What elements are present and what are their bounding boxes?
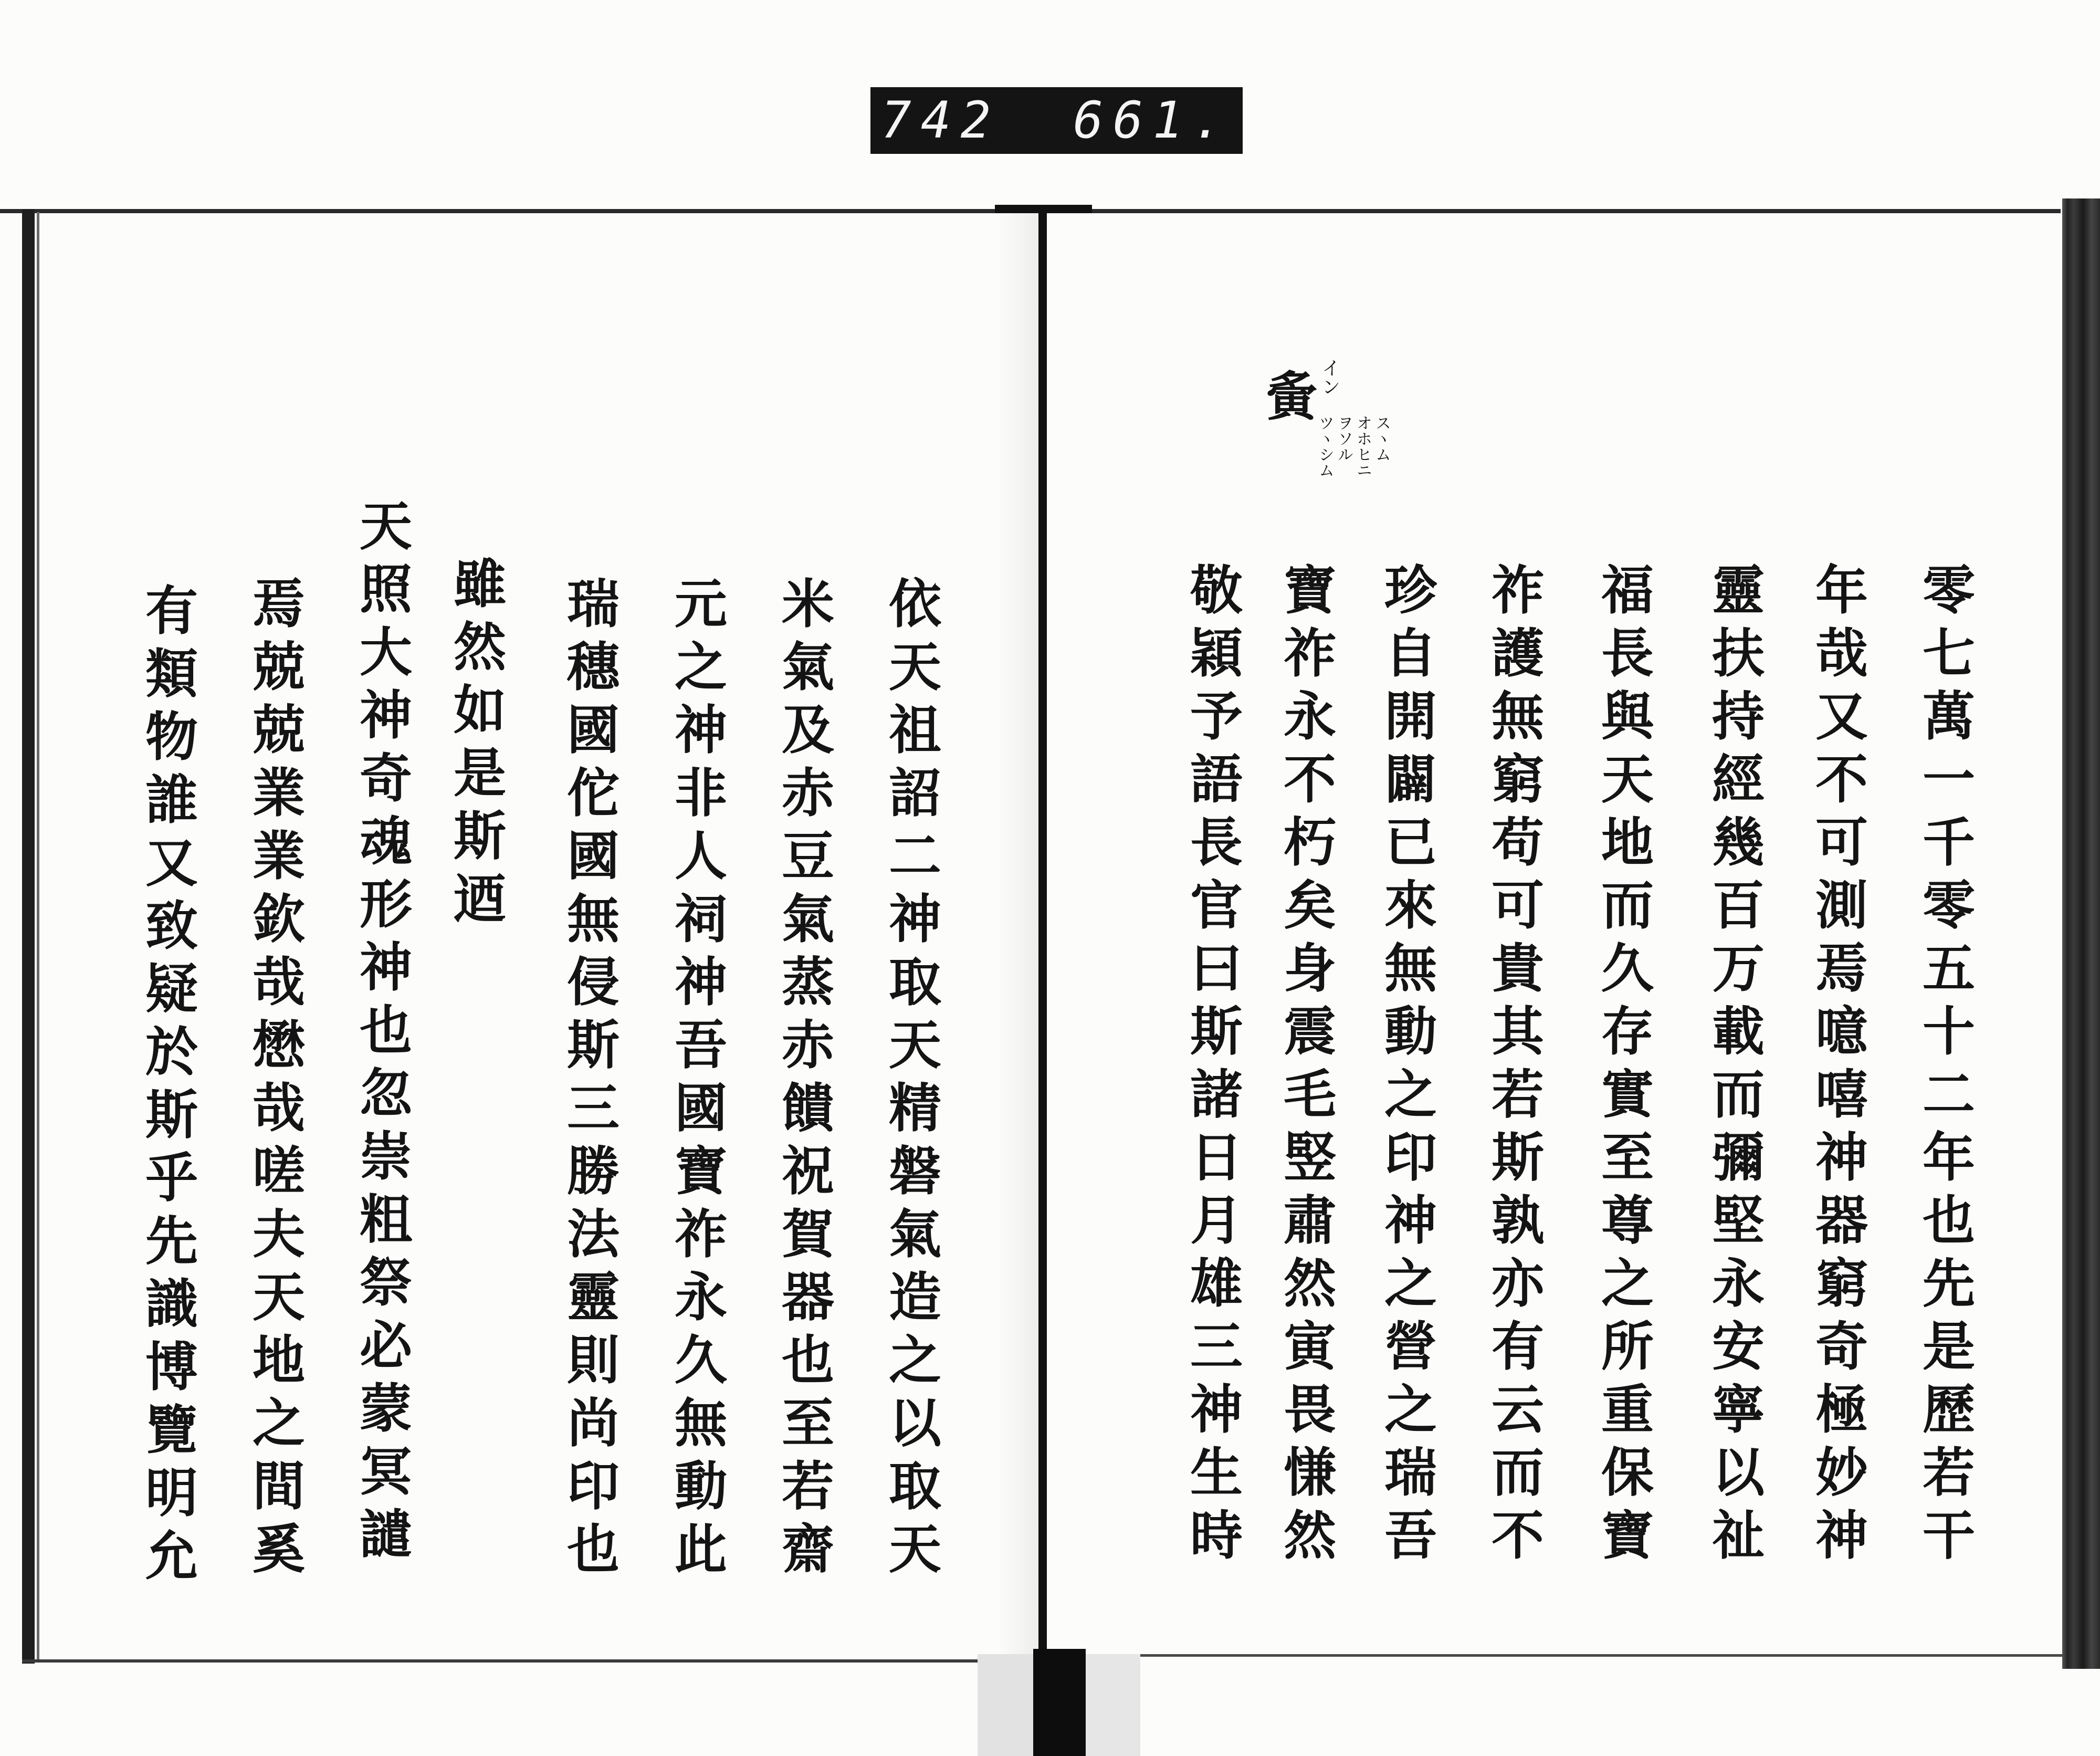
book-spine <box>1038 208 1047 1756</box>
left-page-column-1: 依天祖詔二神取天精磐氣造之以取天 <box>880 576 942 1584</box>
right-page-column-4: 福長與天地而久存實至尊之所重保寶 <box>1592 562 1654 1571</box>
right-page-column-6: 珍自開闢已來無動之印神之營之瑞吾 <box>1376 562 1437 1571</box>
right-page-column-5: 祚護無窮苟可貴其若斯孰亦有云而不 <box>1483 562 1545 1571</box>
label-right-number: 661. <box>1073 91 1232 150</box>
left-page-column-4: 瑞穗國佗國無侵斯三勝法靈則尚印也 <box>558 576 620 1584</box>
left-page-outer-border <box>22 209 35 1664</box>
left-page-column-7: 焉兢兢業業欽哉懋哉嗟夫天地之間奚 <box>244 576 306 1584</box>
left-page-column-6: 天照大神奇魂形神也忽崇粗祭必蒙冥譴 <box>351 498 413 1570</box>
header-note-reading: イン <box>1319 358 1340 396</box>
header-note-gloss-1: スヽム <box>1372 415 1391 462</box>
left-page-column-3: 元之神非人祠神吾國寶祚永久無動此 <box>666 576 728 1584</box>
spine-foot-block <box>1033 1649 1086 1756</box>
spine-foot-shadow-left <box>978 1654 1033 1756</box>
header-note-gloss-3: ヲソル <box>1335 415 1353 462</box>
left-page-column-5: 雖然如是斯迺 <box>445 556 507 934</box>
header-note-gloss-4: ツヽシム <box>1316 415 1334 478</box>
left-page-inner-border <box>37 212 39 1661</box>
right-page-column-8: 敬穎予語長官曰斯諸日月雄三神生時 <box>1181 562 1243 1571</box>
gutter-shadow <box>998 213 1038 1657</box>
header-note-character: 夤 <box>1265 365 1318 427</box>
left-page-column-8: 有類物誰又致疑於斯乎先識博覽明允 <box>136 583 198 1591</box>
right-page-column-1: 零七萬一千零五十二年也先是歷若干 <box>1914 562 1976 1571</box>
right-page-column-3: 靈扶持經幾百万載而彌堅永安寧以祉 <box>1703 562 1765 1571</box>
adjacent-page-edge <box>2062 198 2100 1669</box>
spine-top-cap <box>995 205 1092 213</box>
right-page-bottom-border <box>1047 1654 2063 1657</box>
left-page-bottom-border <box>22 1659 1041 1663</box>
catalogue-number-label <box>870 87 1243 154</box>
right-page-column-7: 寶祚永不朽矣身震毛竪肅然寅畏慊然 <box>1275 562 1337 1571</box>
header-note-gloss-2: オホヒニ <box>1353 415 1372 478</box>
right-page-column-2: 年哉又不可測焉噫嘻神器窮奇極妙神 <box>1807 562 1868 1571</box>
label-left-number: 742 <box>881 91 1001 150</box>
spine-foot-shadow-right <box>1086 1654 1140 1756</box>
left-page-column-2: 米氣及赤豆氣蒸赤饋祝賀器也至若齋 <box>773 576 835 1584</box>
